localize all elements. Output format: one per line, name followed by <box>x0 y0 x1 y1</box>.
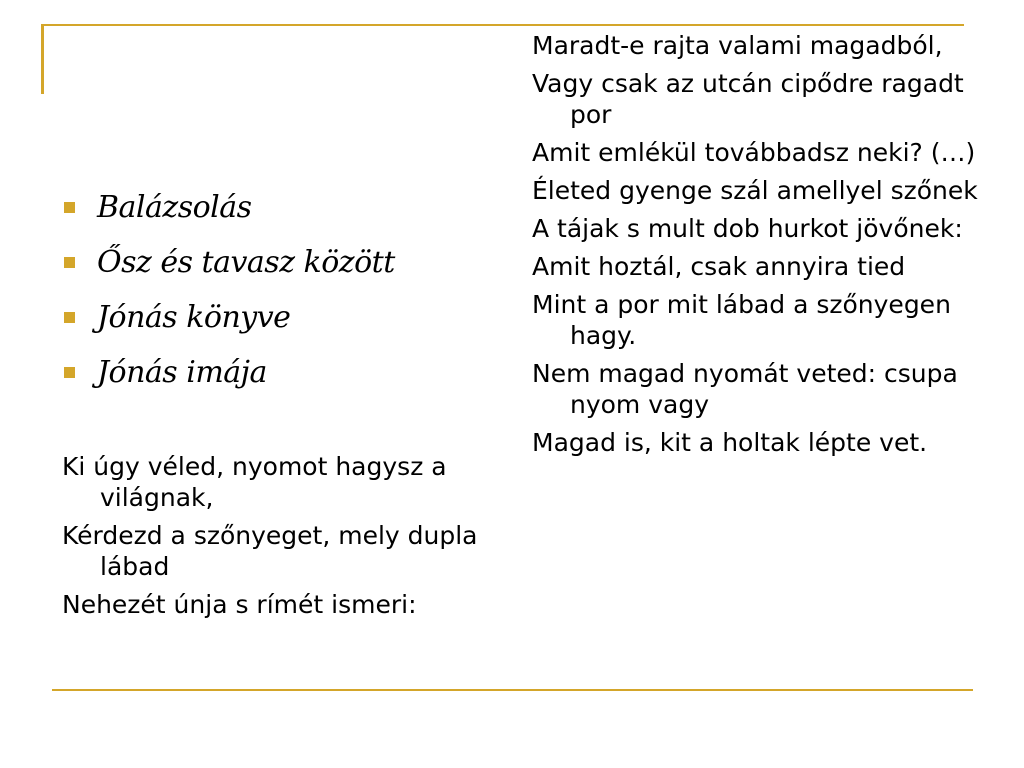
square-bullet-icon <box>64 257 75 268</box>
poem-line: Maradt-e rajta valami magadból, <box>532 31 943 60</box>
list-item <box>64 345 395 400</box>
frame-top-line <box>41 24 964 26</box>
poem-left-column <box>62 451 502 627</box>
poem-title: Jónás könyve <box>97 300 291 335</box>
list-item <box>64 290 395 345</box>
frame-bottom-line <box>52 689 973 691</box>
list-item <box>64 180 395 235</box>
square-bullet-icon <box>64 312 75 323</box>
poem-line: Vagy csak az utcán cipődre ragadt por <box>532 69 964 129</box>
poem-line: Ki úgy véled, nyomot hagysz a világnak, <box>62 452 447 512</box>
poem-line: Magad is, kit a holtak lépte vet. <box>532 428 928 457</box>
poem-line: A tájak s mult dob hurkot jövőnek: <box>532 214 963 243</box>
frame-vertical-line <box>41 24 44 94</box>
poem-right-column <box>532 30 982 465</box>
poem-title: Balázsolás <box>97 190 252 225</box>
poem-line: Amit hoztál, csak annyira tied <box>532 252 906 281</box>
poem-line: Mint a por mit lábad a szőnyegen hagy. <box>532 290 951 350</box>
poem-line: Nehezét únja s rímét ismeri: <box>62 590 417 619</box>
square-bullet-icon <box>64 202 75 213</box>
poem-line: Életed gyenge szál amellyel szőnek <box>532 176 978 205</box>
square-bullet-icon <box>64 367 75 378</box>
poem-line: Kérdezd a szőnyeget, mely dupla lábad <box>62 521 478 581</box>
poem-title: Ősz és tavasz között <box>97 245 395 280</box>
poem-title: Jónás imája <box>97 355 267 390</box>
poem-line: Amit emlékül továbbadsz neki? (…) <box>532 138 976 167</box>
title-bullet-list <box>64 180 395 400</box>
poem-line: Nem magad nyomát veted: csupa nyom vagy <box>532 359 958 419</box>
list-item <box>64 235 395 290</box>
